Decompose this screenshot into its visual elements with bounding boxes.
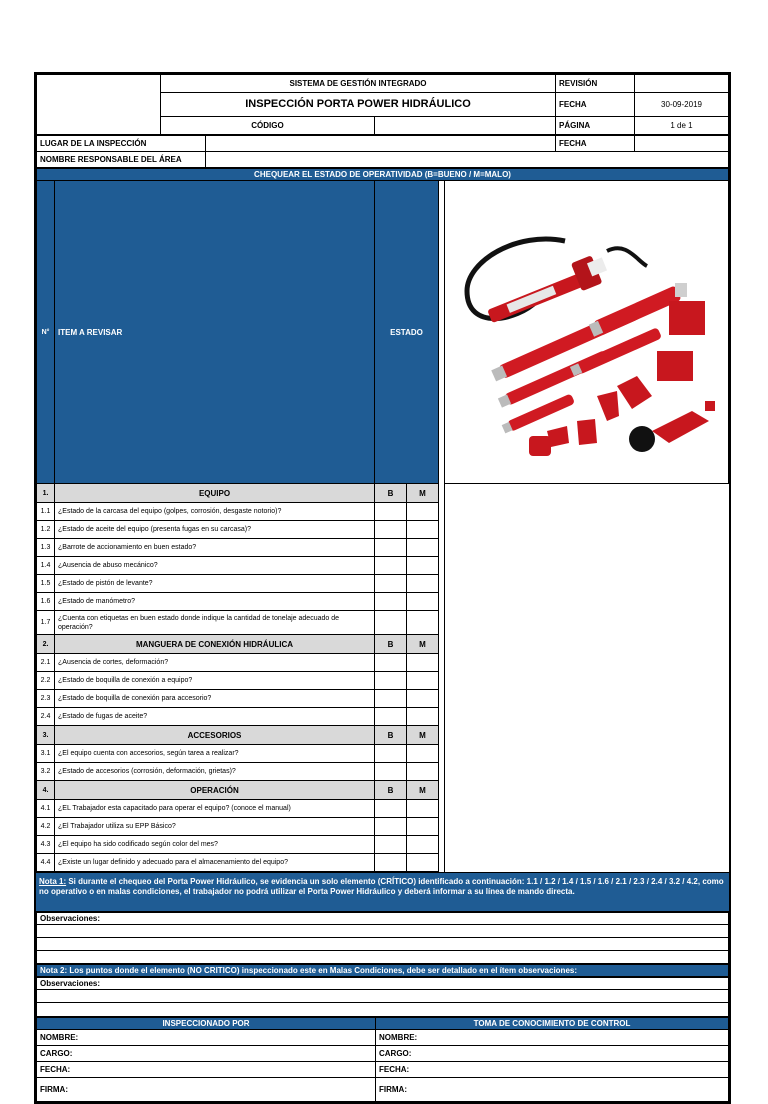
- col-item-header: ITEM A REVISAR: [55, 181, 375, 484]
- note-2-text: Nota 2: Los puntos donde el elemento (NO CRITICO) inspeccionado este en Malas Condiciones, debe ser detallado en el ítem observaciones:: [37, 965, 729, 977]
- item-number: 2.3: [37, 690, 55, 708]
- responsible-label: NOMBRE RESPONSABLE DEL ÁREA: [37, 152, 206, 168]
- good-column-header: B: [375, 635, 407, 654]
- item-number: 2.4: [37, 708, 55, 726]
- item-number: 1.4: [37, 557, 55, 575]
- section-number: 2.: [37, 635, 55, 654]
- pump-shape: [482, 252, 610, 327]
- item-text: ¿Cuenta con etiquetas en buen estado donde indique la cantidad de tonelaje adecuado de operación?: [55, 611, 375, 635]
- bad-checkbox-cell[interactable]: [407, 818, 439, 836]
- note-1: [36, 872, 729, 912]
- acknowledged-by-header: TOMA DE CONOCIMIENTO DE CONTROL: [376, 1018, 729, 1030]
- bad-checkbox-cell[interactable]: [407, 672, 439, 690]
- item-text: ¿El equipo cuenta con accesorios, según tarea a realizar?: [55, 745, 375, 763]
- good-checkbox-cell[interactable]: [375, 593, 407, 611]
- item-text: ¿Estado de manómetro?: [55, 593, 375, 611]
- inspection-info: [36, 135, 729, 168]
- checklist-row: [37, 557, 729, 575]
- checklist-row: [37, 593, 729, 611]
- checklist-row: [37, 521, 729, 539]
- good-checkbox-cell[interactable]: [375, 557, 407, 575]
- good-checkbox-cell[interactable]: [375, 836, 407, 854]
- info-date-label: FECHA: [556, 136, 635, 152]
- observations-2-line[interactable]: [37, 990, 729, 1003]
- checklist-row: [37, 745, 729, 763]
- bad-checkbox-cell[interactable]: [407, 557, 439, 575]
- item-number: 3.1: [37, 745, 55, 763]
- bad-checkbox-cell[interactable]: [407, 763, 439, 781]
- note-2: [36, 964, 729, 977]
- observations-2-line[interactable]: [37, 1003, 729, 1017]
- checklist-row: [37, 654, 729, 672]
- observations-2: [36, 977, 729, 1017]
- item-text: ¿Estado de boquilla de conexión a equipo?: [55, 672, 375, 690]
- porta-power-kit-image: [447, 181, 727, 481]
- revision-label: REVISIÓN: [556, 75, 635, 93]
- item-number: 1.2: [37, 521, 55, 539]
- good-checkbox-cell[interactable]: [375, 611, 407, 635]
- item-text: ¿Estado de accesorios (corrosión, deformación, grietas)?: [55, 763, 375, 781]
- good-column-header: B: [375, 484, 407, 503]
- item-text: ¿EL Trabajador esta capacitado para operar el equipo? (conoce el manual): [55, 800, 375, 818]
- col-state-header: ESTADO: [375, 181, 439, 484]
- place-label: LUGAR DE LA INSPECCIÓN: [37, 136, 206, 152]
- equipment-photo: [445, 181, 729, 484]
- section-number: 3.: [37, 726, 55, 745]
- section-title: OPERACIÓN: [55, 781, 375, 800]
- checklist-table: [36, 168, 729, 872]
- bad-checkbox-cell[interactable]: [407, 708, 439, 726]
- good-checkbox-cell[interactable]: [375, 672, 407, 690]
- good-checkbox-cell[interactable]: [375, 503, 407, 521]
- bad-checkbox-cell[interactable]: [407, 539, 439, 557]
- section-number: 4.: [37, 781, 55, 800]
- good-checkbox-cell[interactable]: [375, 818, 407, 836]
- form-title: INSPECCIÓN PORTA POWER HIDRÁULICO: [161, 93, 556, 117]
- item-number: 4.1: [37, 800, 55, 818]
- item-text: ¿Estado de boquilla de conexión para accesorio?: [55, 690, 375, 708]
- checklist-row: [37, 763, 729, 781]
- good-checkbox-cell[interactable]: [375, 539, 407, 557]
- good-checkbox-cell[interactable]: [375, 575, 407, 593]
- good-checkbox-cell[interactable]: [375, 763, 407, 781]
- item-text: ¿Existe un lugar definido y adecuado para el almacenamiento del equipo?: [55, 854, 375, 872]
- good-checkbox-cell[interactable]: [375, 521, 407, 539]
- checklist-row: [37, 836, 729, 854]
- item-number: 2.1: [37, 654, 55, 672]
- checklist-row: [37, 800, 729, 818]
- date-label: FECHA: [556, 93, 635, 117]
- controller-name-field[interactable]: NOMBRE:: [376, 1030, 729, 1046]
- bad-checkbox-cell[interactable]: [407, 800, 439, 818]
- item-text: ¿Estado de pistón de levante?: [55, 575, 375, 593]
- item-text: ¿Ausencia de abuso mecánico?: [55, 557, 375, 575]
- item-number: 1.1: [37, 503, 55, 521]
- controller-signature-field[interactable]: FIRMA:: [376, 1078, 729, 1102]
- observations-1-line[interactable]: [37, 938, 729, 951]
- item-text: ¿Estado de fugas de aceite?: [55, 708, 375, 726]
- item-text: ¿Ausencia de cortes, deformación?: [55, 654, 375, 672]
- good-column-header: B: [375, 781, 407, 800]
- observations-1-label: Observaciones:: [37, 913, 729, 925]
- section-title: MANGUERA DE CONEXIÓN HIDRÁULICA: [55, 635, 375, 654]
- controller-role-field[interactable]: CARGO:: [376, 1046, 729, 1062]
- checklist-row: [37, 818, 729, 836]
- bad-checkbox-cell[interactable]: [407, 654, 439, 672]
- date-value: 30-09-2019: [635, 93, 729, 117]
- inspector-name-field[interactable]: NOMBRE:: [37, 1030, 376, 1046]
- section-title: EQUIPO: [55, 484, 375, 503]
- item-number: 2.2: [37, 672, 55, 690]
- good-checkbox-cell[interactable]: [375, 708, 407, 726]
- section-number: 1.: [37, 484, 55, 503]
- bad-checkbox-cell[interactable]: [407, 575, 439, 593]
- checklist-row: [37, 503, 729, 521]
- checklist-row: [37, 539, 729, 557]
- item-number: 3.2: [37, 763, 55, 781]
- item-number: 1.5: [37, 575, 55, 593]
- code-label: CÓDIGO: [161, 117, 375, 135]
- item-text: ¿El equipo ha sido codificado según color del mes?: [55, 836, 375, 854]
- observations-1-line[interactable]: [37, 925, 729, 938]
- checklist-row: [37, 575, 729, 593]
- item-number: 4.2: [37, 818, 55, 836]
- good-checkbox-cell[interactable]: [375, 854, 407, 872]
- col-number-header: N°: [37, 181, 55, 484]
- page-label: PÁGINA: [556, 117, 635, 135]
- item-text: ¿El Trabajador utiliza su EPP Básico?: [55, 818, 375, 836]
- item-text: ¿Barrote de accionamiento en buen estado?: [55, 539, 375, 557]
- checklist-row: [37, 690, 729, 708]
- item-number: 4.3: [37, 836, 55, 854]
- bad-column-header: M: [407, 484, 439, 503]
- observations-1-line[interactable]: [37, 951, 729, 964]
- good-column-header: B: [375, 726, 407, 745]
- code-value[interactable]: [375, 117, 556, 135]
- checklist-row: [37, 672, 729, 690]
- inspected-by-header: INSPECCIONADO POR: [37, 1018, 376, 1030]
- observations-1: [36, 912, 729, 964]
- responsible-field[interactable]: [206, 152, 729, 168]
- good-checkbox-cell[interactable]: [375, 690, 407, 708]
- bad-checkbox-cell[interactable]: [407, 503, 439, 521]
- item-number: 1.3: [37, 539, 55, 557]
- signatures: [36, 1017, 729, 1102]
- bad-checkbox-cell[interactable]: [407, 690, 439, 708]
- info-date-field[interactable]: [635, 136, 729, 152]
- inspector-signature-field[interactable]: FIRMA:: [37, 1078, 376, 1102]
- observations-2-label: Observaciones:: [37, 978, 729, 990]
- good-checkbox-cell[interactable]: [375, 654, 407, 672]
- inspector-role-field[interactable]: CARGO:: [37, 1046, 376, 1062]
- item-number: 1.7: [37, 611, 55, 635]
- place-field[interactable]: [206, 136, 556, 152]
- inspector-date-field[interactable]: FECHA:: [37, 1062, 376, 1078]
- item-number: 4.4: [37, 854, 55, 872]
- note-1-label: Nota 1:: [39, 877, 67, 886]
- item-text: ¿Estado de la carcasa del equipo (golpes, corrosión, desgaste notorio)?: [55, 503, 375, 521]
- revision-value[interactable]: [635, 75, 729, 93]
- bad-checkbox-cell[interactable]: [407, 745, 439, 763]
- bad-column-header: M: [407, 726, 439, 745]
- checklist-row: [37, 611, 729, 635]
- checklist-row: [37, 854, 729, 872]
- bad-checkbox-cell[interactable]: [407, 593, 439, 611]
- checklist-row: [37, 708, 729, 726]
- bad-checkbox-cell[interactable]: [407, 521, 439, 539]
- bad-checkbox-cell[interactable]: [407, 854, 439, 872]
- system-name: SISTEMA DE GESTIÓN INTEGRADO: [161, 75, 556, 93]
- good-checkbox-cell[interactable]: [375, 800, 407, 818]
- form-header: [36, 74, 729, 135]
- bad-checkbox-cell[interactable]: [407, 836, 439, 854]
- bad-checkbox-cell[interactable]: [407, 611, 439, 635]
- page-value: 1 de 1: [635, 117, 729, 135]
- good-checkbox-cell[interactable]: [375, 745, 407, 763]
- inspection-form: [34, 72, 731, 1104]
- section-title: ACCESORIOS: [55, 726, 375, 745]
- checklist-banner: CHEQUEAR EL ESTADO DE OPERATIVIDAD (B=BUENO / M=MALO): [37, 169, 729, 181]
- controller-date-field[interactable]: FECHA:: [376, 1062, 729, 1078]
- bad-column-header: M: [407, 781, 439, 800]
- bad-column-header: M: [407, 635, 439, 654]
- logo-cell: [37, 75, 161, 135]
- item-number: 1.6: [37, 593, 55, 611]
- item-text: ¿Estado de aceite del equipo (presenta fugas en su carcasa)?: [55, 521, 375, 539]
- note-1-text: Si durante el chequeo del Porta Power Hidráulico, se evidencia un solo elemento (CRÍTICO) identificado a continuación: 1.1 / 1.2 / 1.4 / 1.5 / 1.6 / 2.1 / 2.3 / 2.4 / 3.2 / 4.2, como no operativo o en malas condiciones, el trabajador no podrá utilizar el Porta Power Hidráulico y deberá informar a su línea de mando directa.: [39, 877, 724, 896]
